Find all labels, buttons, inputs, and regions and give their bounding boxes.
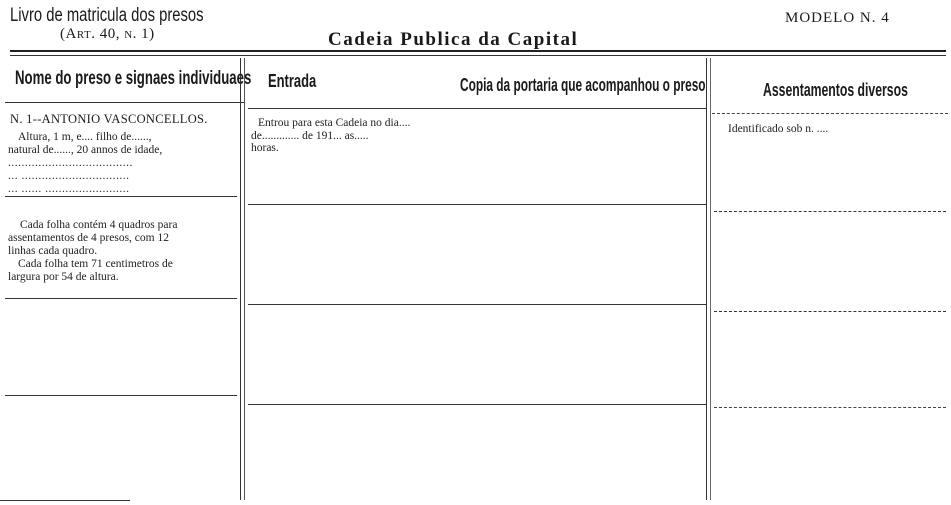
sheet-note-3: linhas cada quadro. <box>8 245 98 257</box>
sheet-note-4: Cada folha tem 71 centimetros de <box>18 258 173 270</box>
prison-title: Cadeia Publica da Capital <box>328 29 579 50</box>
row-rule-3a <box>5 395 237 396</box>
row-rule-2b <box>248 304 706 305</box>
prisoner-description-2: natural de......, 20 annos de idade, <box>8 144 163 156</box>
prisoner-description-1: Altura, 1 m, e.... filho de......, <box>18 131 152 143</box>
row-rule-1c <box>714 211 946 212</box>
dotted-line-2: ... ................................ <box>8 170 130 182</box>
notes-text-1: Identificado sob n. .... <box>728 123 829 135</box>
row-rule-3c <box>714 407 946 408</box>
column-header-entry: Entrada <box>268 71 317 91</box>
header-bottom-rule-2 <box>248 108 706 109</box>
divider-b1 <box>706 58 707 500</box>
divider-a2 <box>244 58 245 500</box>
column-header-notes: Assentamentos diversos <box>763 80 908 100</box>
dotted-line-1: ..................................... <box>8 157 133 169</box>
row-rule-1b <box>248 204 706 205</box>
row-rule-1a <box>5 196 237 197</box>
article-reference: (Art. 40, n. 1) <box>60 26 155 42</box>
header-bottom-rule-1 <box>5 102 245 103</box>
sheet-note-5: largura por 54 de altura. <box>8 271 119 283</box>
divider-b2 <box>710 58 711 500</box>
top-rule-thin <box>10 55 946 56</box>
entry-text-2: de............. de 191... as..... <box>251 130 369 142</box>
column-header-name: Nome do preso e signaes individuaes <box>15 68 252 89</box>
divider-a1 <box>240 58 241 500</box>
header-bottom-rule-3 <box>712 113 948 114</box>
book-title: Livro de matricula dos presos <box>10 5 204 26</box>
prisoner-name: N. 1--ANTONIO VASCONCELLOS. <box>10 112 208 126</box>
sheet-note-1: Cada folha contém 4 quadros para <box>20 219 178 231</box>
sheet-note-2: assentamentos de 4 presos, com 12 <box>8 232 169 244</box>
row-rule-2c <box>714 311 946 312</box>
row-rule-3b <box>248 404 706 405</box>
top-rule-thick <box>10 50 946 52</box>
dotted-line-3: ... ...... ......................... <box>8 183 130 195</box>
bottom-rule-stub <box>0 500 130 501</box>
entry-text-1: Entrou para esta Cadeia no dia.... <box>258 117 411 129</box>
entry-text-3: horas. <box>251 142 279 154</box>
column-header-copy: Copia da portaria que acompanhou o preso <box>460 75 706 95</box>
row-rule-2a <box>5 298 237 299</box>
model-number: MODELO N. 4 <box>785 10 890 26</box>
